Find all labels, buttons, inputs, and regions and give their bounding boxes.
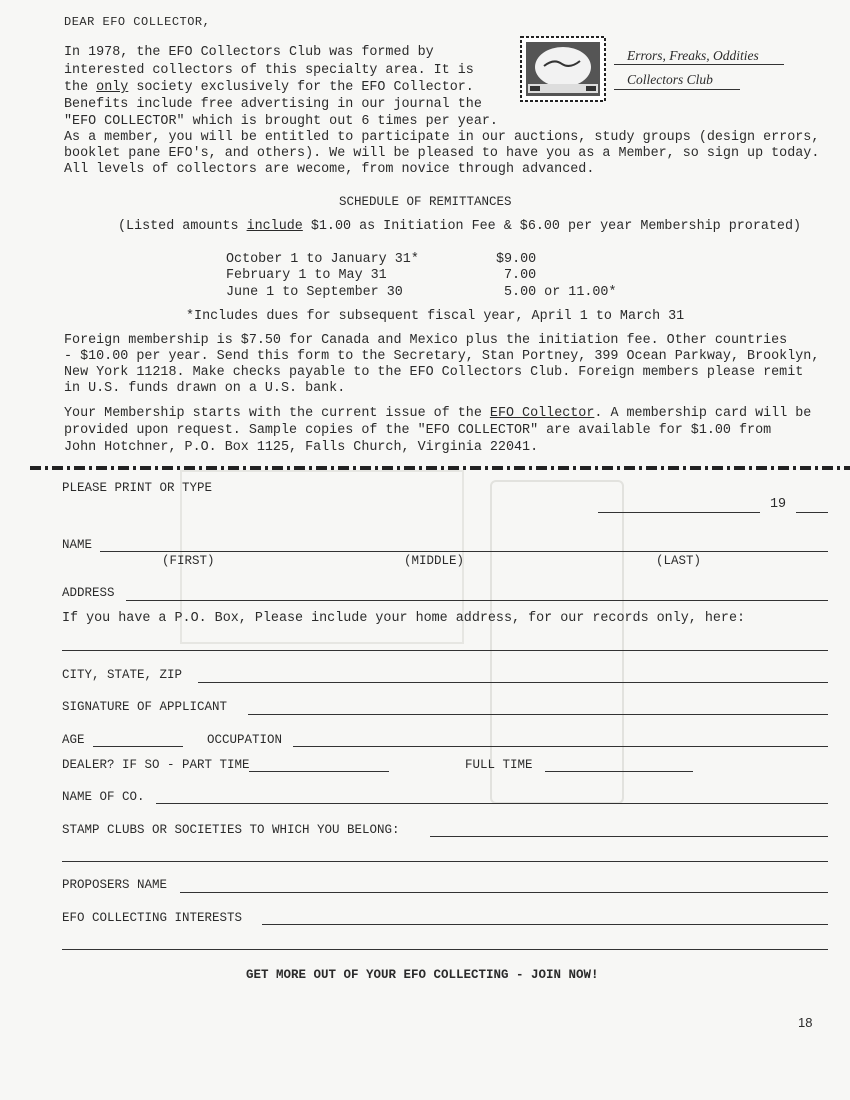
signature-field[interactable] [248,714,828,715]
interests-field[interactable] [262,924,828,925]
full-time-field[interactable] [545,771,693,772]
club-name-line2: Collectors Club [627,72,713,87]
cut-line [30,466,850,470]
proposer-field[interactable] [180,892,828,893]
remittance-period: June 1 to September 30 [226,285,403,300]
underlined-word: EFO Collector [489,406,595,421]
clubs-field[interactable] [430,836,828,837]
intro-line: In 1978, the EFO Collectors Club was formed by [64,45,434,60]
proposer-label: PROPOSERS NAME [62,878,168,892]
membership-line: Your Membership starts with the current issue of the EFO Collector. A membership card will be [64,406,812,421]
show-through-stamp [490,480,624,804]
stamp-logo-icon [520,36,606,102]
foreign-line: Foreign membership is $7.50 for Canada and Mexico plus the initiation fee. Other countries [64,333,788,348]
first-name-caption: (FIRST) [162,554,215,568]
remittance-period: October 1 to January 31* [226,252,419,267]
address-field[interactable] [126,600,828,601]
middle-name-caption: (MIDDLE) [404,554,465,568]
occupation-field[interactable] [293,746,828,747]
schedule-title: SCHEDULE OF REMITTANCES [339,195,512,209]
signature-label: SIGNATURE OF APPLICANT [62,700,228,714]
full-time-label: FULL TIME [465,758,533,772]
intro-line: "EFO COLLECTOR" which is brought out 6 times per year. [64,114,498,129]
remittance-period: February 1 to May 31 [226,268,387,283]
clubs-field-2[interactable] [62,861,828,862]
foreign-line: New York 11218. Make checks payable to the EFO Collectors Club. Foreign members please remit [64,365,804,380]
intro-line: booklet pane EFO's, and others). We will be pleased to have you as a Member, so sign up today. [64,146,820,161]
name-field[interactable] [100,551,828,552]
remittance-amount: 7.00 [504,268,537,283]
intro-line: As a member, you will be entitled to participate in our auctions, study groups (design errors, [64,130,820,145]
name-label: NAME [62,538,93,552]
membership-line: provided upon request. Sample copies of the "EFO COLLECTOR" are available for $1.00 from [64,423,772,438]
occupation-label: OCCUPATION [207,733,283,747]
home-address-field[interactable] [62,650,828,651]
age-field[interactable] [93,746,183,747]
underlined-word: include [246,219,303,234]
last-name-caption: (LAST) [656,554,702,568]
company-field[interactable] [156,803,828,804]
city-label: CITY, STATE, ZIP [62,668,183,682]
join-call-to-action: GET MORE OUT OF YOUR EFO COLLECTING - JOIN NOW! [246,968,599,982]
page-number: 18 [798,1015,813,1030]
membership-line: John Hotchner, P.O. Box 1125, Falls Church, Virginia 22041. [64,440,539,455]
year-field[interactable] [796,512,828,513]
foreign-line: in U.S. funds drawn on a U.S. bank. [64,381,346,396]
interests-label: EFO COLLECTING INTERESTS [62,911,243,925]
pobox-note: If you have a P.O. Box, Please include your home address, for our records only, here: [62,611,746,626]
schedule-footnote: *Includes dues for subsequent fiscal year, April 1 to March 31 [186,309,685,324]
intro-line: interested collectors of this specialty area. It is [64,63,474,78]
schedule-note: (Listed amounts include $1.00 as Initiation Fee & $6.00 per year Membership prorated) [118,219,802,234]
company-label: NAME OF CO. [62,790,145,804]
underlined-word: only [96,80,129,95]
interests-field-2[interactable] [62,949,828,950]
year-prefix: 19 [770,497,787,512]
age-label: AGE [62,733,85,747]
remittance-amount: 5.00 or 11.00* [504,285,617,300]
foreign-line: - $10.00 per year. Send this form to the Secretary, Stan Portney, 399 Ocean Parkway, Brooklyn, [64,349,820,364]
dealer-label: DEALER? IF SO - PART TIME [62,758,250,772]
print-instruction: PLEASE PRINT OR TYPE [62,481,213,495]
intro-line: All levels of collectors are wecome, from novice through advanced. [64,162,595,177]
part-time-field[interactable] [249,771,389,772]
intro-line: Benefits include free advertising in our journal the [64,97,482,112]
remittance-amount: $9.00 [496,252,537,267]
clubs-label: STAMP CLUBS OR SOCIETIES TO WHICH YOU BELONG: [62,823,400,837]
greeting: DEAR EFO COLLECTOR, [64,15,211,29]
date-field[interactable] [598,512,760,513]
city-field[interactable] [198,682,828,683]
address-label: ADDRESS [62,586,115,600]
intro-line: the only society exclusively for the EFO Collector. [64,80,474,95]
club-name-line1: Errors, Freaks, Oddities [627,48,759,63]
